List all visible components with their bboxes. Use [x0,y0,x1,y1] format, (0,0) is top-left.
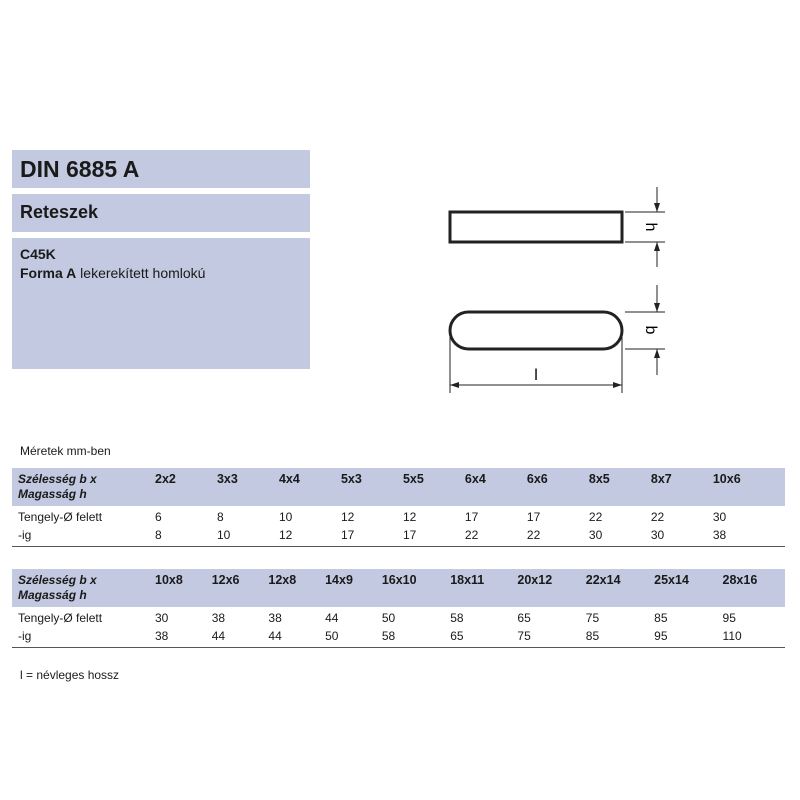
dim-b-arrow-bottom [654,349,660,358]
size-cell: 22x14 [580,569,648,607]
table-cell: 110 [717,627,785,647]
size-cell: 10x6 [707,468,785,506]
table-row [12,526,785,546]
table-cell: 50 [381,611,396,625]
size-cell: 10x8 [149,569,206,607]
size-header-label: Szélesség b x Magasság h [12,569,149,607]
dim-h-arrow-top [654,203,660,212]
row-label: Tengely-Ø felett [18,510,103,524]
size-cell: 12x8 [262,569,319,607]
footer-note: l = névleges hossz [20,668,120,682]
size-cell: 5x3 [335,468,397,506]
table-cell: 38 [149,627,206,647]
table-cell: 65 [444,627,511,647]
table-cell: 44 [262,627,319,647]
dim-h-arrow-bottom [654,242,660,251]
table-cell: 22 [521,526,583,546]
page-title: DIN 6885 A [12,150,310,188]
table-cell: 38 [211,611,226,625]
dimension-table-2 [12,569,785,648]
units-note: Méretek mm-ben [20,444,111,458]
table-cell: 8 [149,526,211,546]
size-cell: 6x6 [521,468,583,506]
table-cell: 44 [206,627,263,647]
key-side-view [450,212,622,242]
size-cell: 6x4 [459,468,521,506]
row-label: -ig [12,627,149,647]
form-label-desc: lekerekített homlokú [76,265,206,281]
size-cell: 16x10 [376,569,444,607]
size-cell: 4x4 [273,468,335,506]
size-cell: 8x5 [583,468,645,506]
table-cell: 75 [585,611,600,625]
table-cell: 85 [654,611,668,625]
table-cell: 10 [211,526,273,546]
table-cell: 50 [319,627,376,647]
form-label-bold: Forma A [20,265,77,281]
table-cell: 30 [155,611,169,625]
size-cell: 12x6 [206,569,263,607]
size-cell: 3x3 [211,468,273,506]
size-cell: 2x2 [149,468,211,506]
dimension-table-1 [12,468,785,547]
table-row [12,506,785,526]
dim-b-arrow-top [654,303,660,312]
size-cell: 20x12 [511,569,579,607]
table-cell: 30 [645,526,707,546]
table-cell: 38 [268,611,282,625]
dim-label-b: b [642,325,659,335]
table-cell: 8 [216,510,224,524]
table-cell: 58 [376,627,444,647]
table-cell: 30 [583,526,645,546]
size-cell: 25x14 [648,569,716,607]
table-header-row [12,468,785,506]
table-cell: 58 [450,611,464,625]
table-cell: 17 [526,510,541,524]
size-cell: 18x11 [444,569,511,607]
table-cell: 12 [340,510,355,524]
size-cell: 5x5 [397,468,459,506]
material-label: C45K [20,246,56,262]
dim-label-l: l [534,367,538,384]
table-cell: 17 [464,510,479,524]
table-cell: 95 [722,611,736,625]
table-cell: 22 [588,510,603,524]
row-label: -ig [12,526,149,546]
table-cell: 95 [648,627,716,647]
form-label [20,264,310,283]
key-top-view [450,312,622,349]
table-row [12,627,785,647]
technical-drawing [420,175,680,405]
table-header-row [12,569,785,607]
size-cell: 14x9 [319,569,376,607]
table-cell: 65 [517,611,531,625]
size-cell: 28x16 [717,569,785,607]
table-cell: 75 [511,627,579,647]
table-cell: 6 [155,510,162,524]
row-label: Tengely-Ø felett [18,611,103,625]
table-cell: 22 [650,510,665,524]
table-cell: 30 [712,510,727,524]
dim-label-h: h [642,222,659,232]
table-cell: 22 [459,526,521,546]
size-header-label: Szélesség b x Magasság h [12,468,149,506]
dim-l-arrow-left [450,382,459,388]
table-cell: 12 [273,526,335,546]
table-cell: 17 [397,526,459,546]
table-cell: 85 [580,627,648,647]
table-cell: 12 [402,510,417,524]
product-subtitle: Reteszek [12,194,310,232]
size-cell: 8x7 [645,468,707,506]
table-row [12,607,785,627]
table-cell: 38 [707,526,785,546]
table-cell: 10 [278,510,293,524]
dim-l-arrow-right [613,382,622,388]
product-info-panel [12,238,310,369]
table-cell: 17 [335,526,397,546]
table-cell: 44 [325,611,339,625]
